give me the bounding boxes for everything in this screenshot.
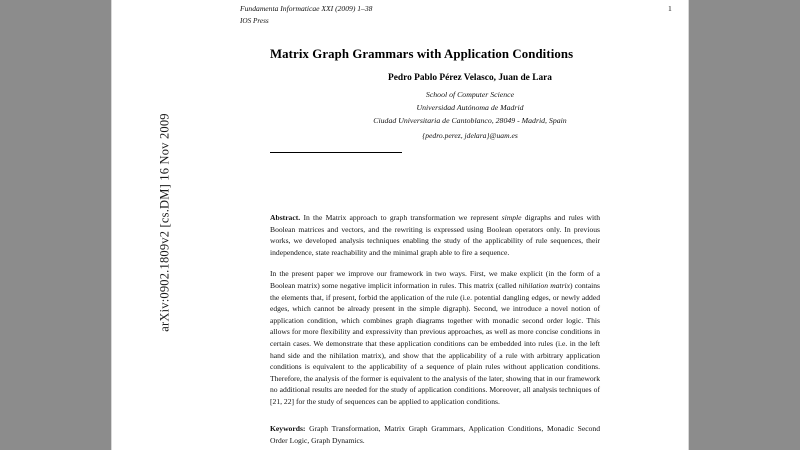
keywords-text: Graph Transformation, Matrix Graph Grammars, Application Conditions, Monadic Second Order Logic, Graph Dynamics.: [270, 424, 600, 445]
affiliation-line-2: Universidad Autónoma de Madrid: [416, 103, 524, 112]
author-email: {pedro.perez, jdelara}@uam.es: [422, 131, 518, 140]
paper-page: [112, 0, 688, 450]
header-divider: [270, 152, 402, 153]
publisher-name: IOS Press: [240, 17, 269, 25]
keywords-section: [270, 423, 600, 446]
abstract-p1-part2: digraphs and rules with Boolean matrices and vectors, and the rewriting is expressed using Boolean operators only. In previous works, we developed analysis techniques enabling the study of the applicability of rule sequences, their independence, state reachability and the minimal graph able to fire a sequence.: [270, 213, 600, 257]
arxiv-identifier-stamp: arXiv:0902.1809v2 [cs.DM] 16 Nov 2009: [157, 113, 172, 332]
page-gutter-right: [688, 0, 800, 450]
abstract-p2-part2: ) contains the elements that, if present, forbid the application of the rule (i.e. potential dangling edges, or newly added edges, which cannot be already present in the simple digraph). Second, we introduce a novel notion of application condition, which combines graph diagrams together with monadic second order logic. This allows for more flexibility and expressivity than previous approaches, as well as more concise conditions in certain cases. We demonstrate that these application conditions can be embedded into rules (i.e. in the left hand side and the nihilation matrix), and show that the applicability of a rule with arbitrary application conditions is equivalent to the applicability of a sequence of plain rules without application conditions. Therefore, the analysis of the former is equivalent to the analysis of the later, showing that in our framework no additional results are needed for the study of application conditions. Moreover, all analysis techniques of [21, 22] for the study of sequences can be applied to application conditions.: [270, 280, 600, 406]
page-number: 1: [668, 4, 672, 13]
abstract-p2-emphasis: nihilation matrix: [518, 280, 571, 290]
running-head: Fundamenta Informaticae XXI (2009) 1–38: [240, 4, 373, 13]
abstract-paragraph-2: [270, 268, 600, 407]
abstract-p2-part1: In the present paper we improve our framework in two ways. First, we make explicit (in the form of a Boolean matrix) some negative implicit information in rules. This matrix (called: [270, 269, 600, 290]
page-gutter-left: [0, 0, 112, 450]
abstract-paragraph-1: [270, 212, 600, 258]
abstract-section: [270, 212, 600, 418]
author-list: Pedro Pablo Pérez Velasco, Juan de Lara: [388, 73, 552, 83]
abstract-label: Abstract.: [270, 213, 301, 222]
affiliation-line-3: Ciudad Universitaria de Cantoblanco, 28049 - Madrid, Spain: [373, 116, 567, 125]
affiliation-line-1: School of Computer Science: [425, 90, 515, 99]
abstract-p1-emphasis: simple: [501, 213, 522, 222]
page-title: Matrix Graph Grammars with Application Conditions: [270, 46, 574, 61]
keywords-label: Keywords:: [270, 424, 306, 433]
abstract-p1-part1: In the Matrix approach to graph transformation we represent: [300, 213, 502, 222]
